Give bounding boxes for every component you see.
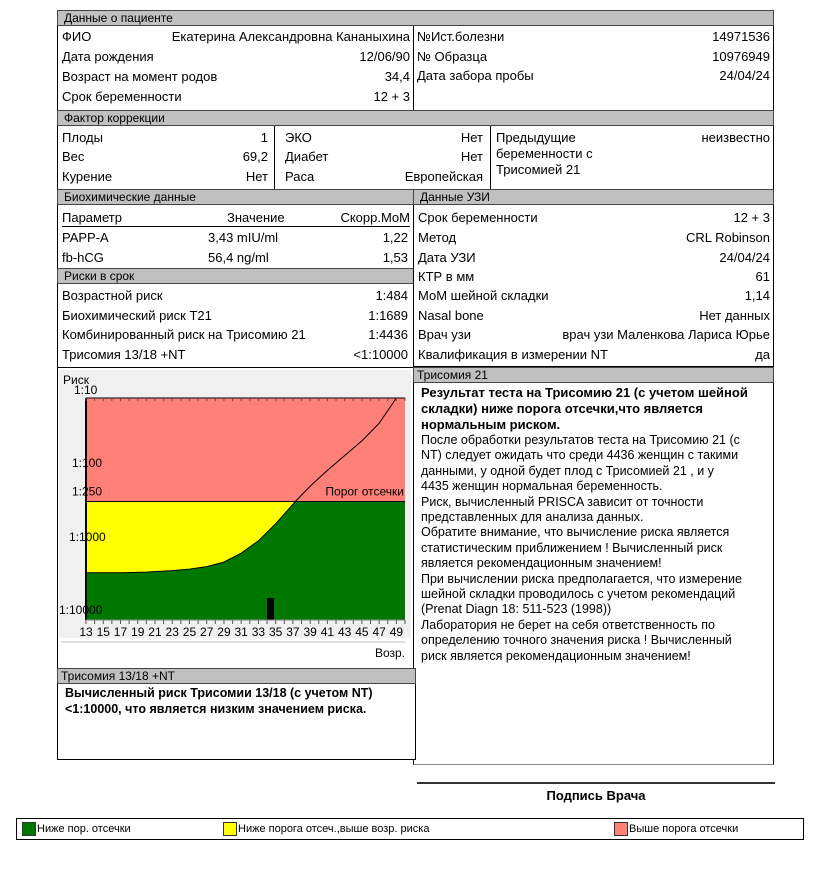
risk-value: 1:1689 [368,308,408,323]
ultrasound-label: КТР в мм [418,269,475,284]
x-tick-label: 31 [234,625,248,639]
prev-value: неизвестно [701,130,770,145]
t21-conclusion-line: Результат теста на Трисомию 21 (с учетом шейной [421,385,748,400]
x-tick-label: 37 [286,625,300,639]
risk-label: Возрастной риск [62,288,163,303]
x-tick-label: 39 [303,625,317,639]
t21-header: Трисомия 21 [413,367,774,383]
threshold-label: Порог отсечки [325,484,404,499]
risk-label: Трисомия 13/18 +NT [62,347,186,362]
prev-label-1: Предыдущие [496,130,576,145]
x-tick-label: 35 [268,625,283,639]
risk-label: Комбинированный риск на Трисомию 21 [62,327,306,342]
t21-text-line: шейной складки проводилось с учетом рекомендаций [421,587,736,602]
ultrasound-label: Метод [418,230,457,245]
ultrasound-label: Срок беременности [418,210,538,225]
legend-label-above: Выше порога отсечки [629,823,739,835]
x-axis-title: Возр. [374,646,405,660]
t21-text [421,385,771,664]
correction-header: Фактор коррекции [57,110,774,126]
fetuses-value: 1 [260,130,268,145]
sample-label: № Образца [417,49,488,64]
sample-value: 10976949 [712,49,770,64]
t21-text-line: При вычислении риска предполагается, что измерение [421,571,742,586]
y-tick-label: 1:10 [74,383,98,397]
legend-swatch-below [22,822,36,836]
t1318-header: Трисомия 13/18 +NT [57,668,416,684]
term-value: 12 + 3 [373,89,410,104]
patient-header: Данные о пациенте [57,10,774,26]
risk-label: Биохимический риск T21 [62,308,212,323]
history-label: №Ист.болезни [417,29,505,44]
ultrasound-label: Квалификация в измерении NT [418,347,608,362]
smoking-value: Нет [245,169,268,184]
ultrasound-value: врач узи Маленкова Лариса Юрье [562,327,770,342]
ivf-label: ЭКО [285,130,312,145]
dob-label: Дата рождения [62,49,154,64]
x-tick-label: 23 [165,625,179,639]
t21-text-line: (Prenat Diagn 18: 511-523 (1998)) [421,602,612,617]
fio-value: Екатерина Александровна Кананыхина [171,29,410,44]
biochem-column-headers [62,210,410,227]
t21-text-line: статистическим приближением ! Вычисленный риск [421,540,723,555]
t21-text-line: После обработки результатов теста на Трисомию 21 (с [421,433,740,447]
t21-conclusion-line: нормальным риском. [421,417,561,432]
x-tick-label: 49 [389,625,404,639]
t21-text-line: определению точного значения риска ! Вычисленный [421,633,732,648]
smoking-label: Курение [62,169,113,184]
x-tick-label: 13 [79,625,93,639]
ultrasound-label: Дата УЗИ [418,250,476,265]
dob-value: 12/06/90 [359,49,410,64]
ivf-value: Нет [460,130,483,145]
x-tick-label: 15 [96,625,110,639]
weight-value: 69,2 [242,149,268,164]
t21-text-line: 4435 женщин нормальная беременность. [421,479,663,494]
ultrasound-value: 12 + 3 [733,210,770,225]
param-value: 56,4 ng/ml [208,250,269,265]
param-mom: 1,22 [382,230,408,245]
t1318-text [65,685,415,717]
t21-text-line: Лаборатория не берет на себя ответственность по [421,617,716,632]
param-value: 3,43 mIU/ml [208,230,279,245]
t21-text-line: данными, у одной будет плод с Трисомией 21 , и у [421,463,714,478]
term-label: Срок беременности [62,89,182,104]
t1318-conclusion-line: Вычисленный риск Трисомии 13/18 (с учетом NT) [65,686,373,700]
ultrasound-value: 1,14 [744,288,770,303]
legend-swatch-above [614,822,628,836]
weight-label: Вес [62,149,85,164]
x-tick-label: 17 [113,625,128,639]
ultrasound-value: CRL Robinson [685,230,770,245]
diabetes-label: Диабет [285,149,329,164]
diabetes-value: Нет [460,149,483,164]
t21-text-line: риск является рекомендационным значением! [421,648,691,663]
t21-text-line: является рекомендационным значением! [421,556,662,571]
ultrasound-label: Врач узи [418,327,471,342]
t21-text-line: Обратите внимание, что вычисление риска является [421,525,730,540]
prev-row [496,130,770,180]
param-name: fb-hCG [62,250,104,265]
param-mom: 1,53 [382,250,408,265]
legend [16,818,804,840]
ultrasound-value: да [755,347,770,362]
legend-label-between: Ниже порога отсеч.,выше возр. риска [238,823,430,835]
y-axis-title: Риск [63,373,89,387]
x-tick-label: 29 [217,625,231,639]
sample-date-value: 24/04/24 [719,68,770,83]
history-value: 14971536 [712,29,770,44]
ultrasound-value: Нет данных [699,308,770,323]
risk-value: 1:4436 [368,327,408,342]
race-label: Раса [285,169,315,184]
ultrasound-value: 24/04/24 [719,250,770,265]
x-tick-label: 21 [148,625,162,639]
ultrasound-value: 61 [755,269,770,284]
x-tick-label: 25 [182,625,197,639]
age-value: 34,4 [384,69,410,84]
ultrasound-label: Nasal bone [418,308,484,323]
x-tick-label: 47 [372,625,386,639]
fio-label: ФИО [62,29,92,44]
fetuses-label: Плоды [62,130,103,145]
signature-label: Подпись Врача [546,788,646,803]
col-mom: Скорр.МоМ [340,210,410,225]
x-tick-label: 43 [337,625,352,639]
risk-value: 1:484 [375,288,408,303]
ultrasound-header: Данные УЗИ [413,189,774,205]
risk-value: <1:10000 [353,347,408,362]
patient-marker [267,598,274,620]
x-tick-label: 45 [355,625,369,639]
race-value: Европейская [404,169,483,184]
sample-date-label: Дата забора пробы [417,68,534,83]
legend-swatch-between [223,822,237,836]
risks-header: Риски в срок [57,268,416,284]
t21-conclusion-line: складки) ниже порога отсечки,что является [421,401,703,416]
ultrasound-label: МоМ шейной складки [418,288,549,303]
t21-text-line: NT) следует ожидать что среди 4436 женщин с такими [421,448,739,463]
x-tick-label: 19 [131,625,145,639]
t21-text-line: представленных для анализа данных. [421,510,644,525]
legend-label-below: Ниже пор. отсечки [37,823,131,835]
divider [413,26,414,112]
x-tick-label: 41 [320,625,335,639]
signature-line [417,782,775,784]
y-tick-label: 1:100 [72,456,103,470]
param-name: PAPP-A [62,230,109,245]
x-tick-label: 27 [200,625,214,639]
col-param: Параметр [62,210,122,225]
y-tick-label: 1:10000 [59,603,103,617]
t21-text-line: Риск, вычисленный PRISCA зависит от точности [421,494,704,509]
divider [490,126,491,190]
biochem-header: Биохимические данные [57,189,416,205]
prev-label-3: Трисомией 21 [496,162,581,177]
y-tick-label: 1:1000 [69,530,106,544]
y-tick-label: 1:250 [72,484,103,499]
prev-label-2: беременности с [496,146,593,161]
age-label: Возраст на момент родов [62,69,218,84]
divider [274,126,275,190]
t1318-conclusion-line: <1:10000, что является низким значением риска. [65,702,367,716]
risk-chart [57,367,416,667]
x-tick-label: 33 [251,625,266,639]
col-value: Значение [227,210,285,225]
